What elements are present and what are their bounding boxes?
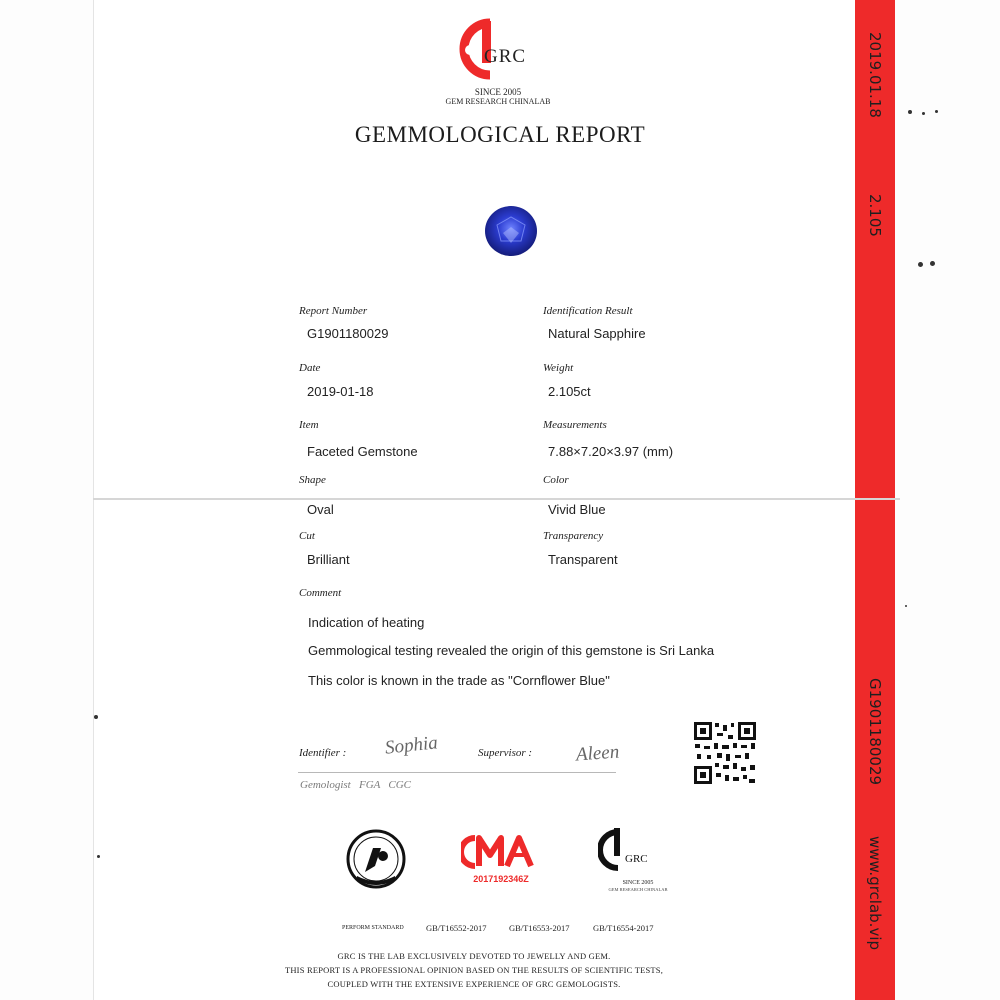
standard-item: GB/T16554-2017 [593, 923, 654, 933]
strip-website: www.grclab.vip [866, 835, 884, 951]
footer-line: THIS REPORT IS A PROFESSIONAL OPINION BASED ON THE RESULTS OF SCIENTIFIC TESTS, [284, 965, 664, 975]
identification-value: Natural Sapphire [548, 326, 646, 341]
shape-value: Oval [307, 502, 334, 517]
report-number-label: Report Number [299, 305, 368, 317]
comment-line: Indication of heating [308, 615, 425, 630]
measurements-label: Measurements [543, 419, 607, 431]
item-label: Item [299, 419, 319, 431]
logo-text: GRC [484, 46, 527, 67]
identification-label: Identification Result [543, 305, 633, 317]
grc-small-lab: GEM RESEARCH CHINALAB [608, 887, 668, 892]
logo-since: SINCE 2005 [474, 87, 522, 97]
grc-small-since: SINCE 2005 [622, 880, 654, 886]
side-strip [855, 0, 895, 1000]
qr-code [693, 721, 757, 785]
shape-label: Shape [299, 474, 326, 486]
date-value: 2019-01-18 [307, 384, 374, 399]
identifier-label: Identifier : [299, 747, 347, 759]
strip-report-number: G1901180029 [866, 678, 884, 786]
comment-line: This color is known in the trade as "Cornflower Blue" [308, 673, 610, 688]
standard-item: GB/T16553-2017 [509, 923, 570, 933]
logo-lab-name: GEM RESEARCH CHINALAB [445, 97, 551, 106]
gemologist-credentials: Gemologist FGA CGC [300, 779, 412, 791]
weight-value: 2.105ct [548, 384, 591, 399]
fold-line [93, 498, 900, 500]
footer-line: COUPLED WITH THE EXTENSIVE EXPERIENCE OF GRC GEMOLOGISTS. [327, 979, 621, 989]
supervisor-signature: Aleen [575, 741, 620, 766]
transparency-value: Transparent [548, 552, 618, 567]
cut-value: Brilliant [307, 552, 350, 567]
weight-label: Weight [543, 362, 574, 374]
measurements-value: 7.88×7.20×3.97 (mm) [548, 444, 674, 459]
signature-line [298, 772, 616, 773]
sapphire-gem-image [483, 203, 539, 259]
perform-standard-label: PERFORM STANDARD [342, 925, 404, 931]
item-value: Faceted Gemstone [307, 444, 418, 459]
cma-mark-icon [461, 833, 541, 871]
grc-small-logo-icon [598, 824, 658, 876]
comment-label: Comment [299, 587, 342, 599]
identifier-signature: Sophia [383, 732, 439, 759]
standard-item: GB/T16552-2017 [426, 923, 487, 933]
grc-small-text: GRC [625, 853, 648, 865]
footer-line: GRC IS THE LAB EXCLUSIVELY DEVOTED TO JEWELLY AND GEM. [337, 951, 611, 961]
report-number-value: G1901180029 [307, 326, 389, 341]
transparency-label: Transparency [543, 530, 604, 542]
cut-label: Cut [299, 530, 315, 542]
comment-line: Gemmological testing revealed the origin of this gemstone is Sri Lanka [308, 643, 715, 658]
color-label: Color [543, 474, 569, 486]
date-label: Date [299, 362, 321, 374]
strip-date: 2019.01.18 [866, 32, 884, 118]
strip-weight: 2.105 [866, 193, 884, 237]
color-value: Vivid Blue [548, 502, 606, 517]
cma-number: 2017192346Z [473, 874, 529, 884]
cnas-seal-icon [343, 826, 409, 892]
report-title: GEMMOLOGICAL REPORT [354, 122, 646, 147]
supervisor-label: Supervisor : [478, 747, 533, 759]
